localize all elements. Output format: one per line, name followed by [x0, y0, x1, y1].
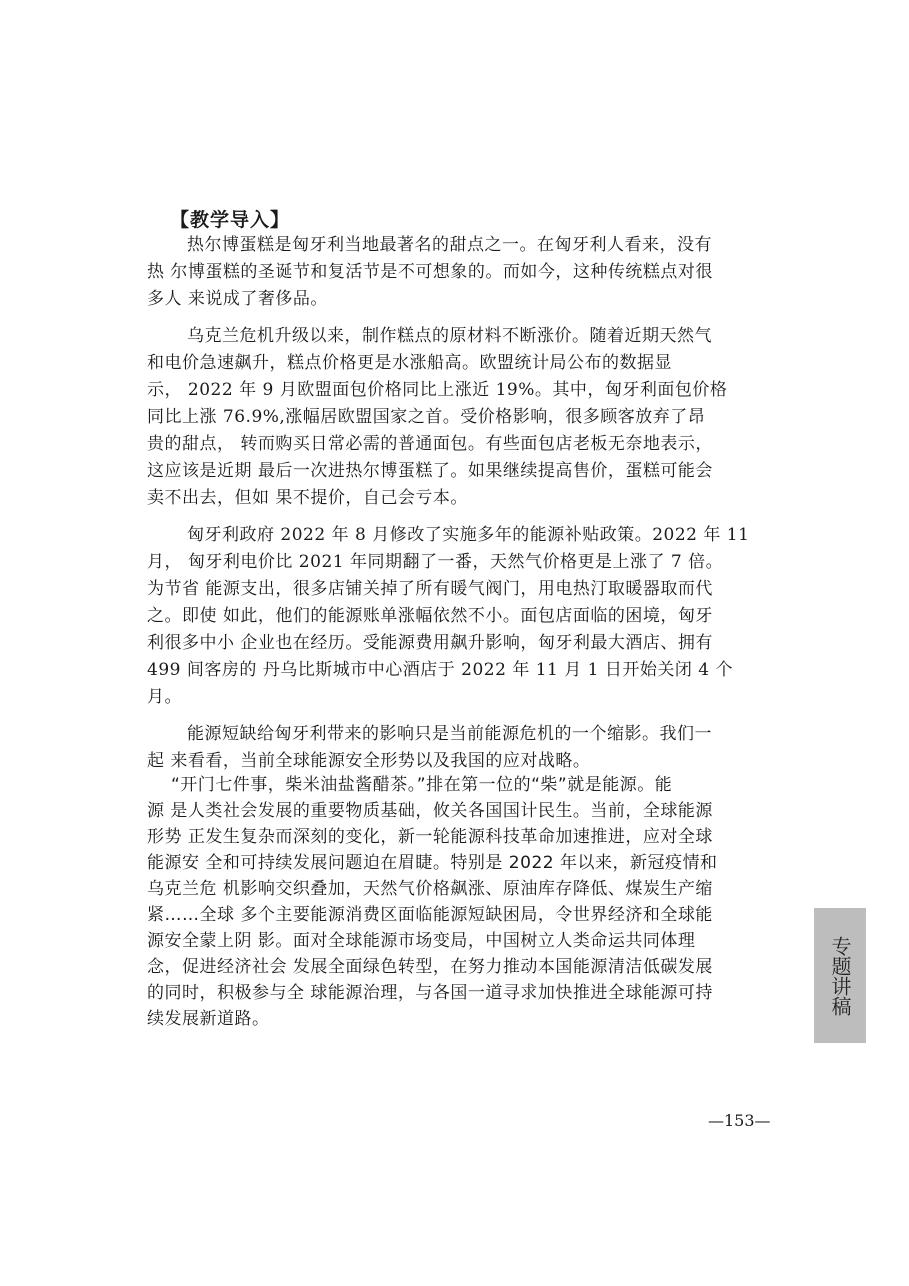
text-line: 贵的甜点， 转而购买日常必需的普通面包。有些面包店老板无奈地表示，: [147, 434, 713, 454]
text-line: 利很多中小 企业也在经历。受能源费用飙升影响，匈牙利最大酒店、拥有: [147, 633, 713, 653]
text-line: 能源安 全和可持续发展问题迫在眉睫。特别是 2022 年以来，新冠疫情和: [147, 853, 718, 873]
intro-paragraph: [147, 232, 769, 313]
text-line: 同比上涨 76.9%,涨幅居欧盟国家之首。受价格影响，很多顾客放弃了昂: [147, 407, 706, 427]
text-line: 为节省 能源支出，很多店铺关掉了所有暖气阀门，用电热汀取暖器取而代: [147, 579, 713, 599]
text-line: 之。即使 如此，他们的能源账单涨幅依然不小。面包店面临的困境，匈牙: [147, 606, 713, 626]
side-section-tab: [814, 908, 866, 1043]
intro-paragraph: [147, 323, 769, 512]
text-line: 源安全蒙上阴 影。面对全球能源市场变局，中国树立人类命运共同体理: [147, 931, 696, 951]
body-paragraph: [147, 772, 767, 1032]
text-line: 热尔博蛋糕是匈牙利当地最著名的甜点之一。在匈牙利人看来，没有: [187, 235, 712, 255]
text-line: 卖不出去，但如 果不提价，自己会亏本。: [147, 488, 468, 508]
text-line: 和电价急速飙升，糕点价格更是水涨船高。欧盟统计局公布的数据显: [147, 353, 672, 373]
text-line: 热 尔博蛋糕的圣诞节和复活节是不可想象的。而如今，这种传统糕点对很: [147, 262, 713, 282]
text-line: 紧……全球 多个主要能源消费区面临能源短缺困局，令世界经济和全球能: [147, 905, 713, 925]
text-line: 起 来看看，当前全球能源安全形势以及我国的应对战略。: [147, 751, 591, 771]
text-line: 匈牙利政府 2022 年 8 月修改了实施多年的能源补贴政策。2022 年 11: [187, 525, 750, 545]
page-number: —153—: [708, 1111, 771, 1130]
intro-paragraph: [147, 522, 769, 711]
section-heading: 【教学导入】: [170, 209, 291, 231]
text-line: 多人 来说成了奢侈品。: [147, 289, 328, 309]
intro-paragraph: [147, 721, 769, 775]
text-line: 续发展新道路。: [147, 1009, 270, 1029]
text-line: 月。: [147, 687, 182, 707]
text-line: 能源短缺给匈牙利带来的影响只是当前能源危机的一个缩影。我们一: [187, 724, 712, 744]
text-line: 形势 正发生复杂而深刻的变化，新一轮能源科技革命加速推进，应对全球: [147, 827, 713, 847]
text-line: 乌克兰危 机影响交织叠加，天然气价格飙涨、原油库存降低、煤炭生产缩: [147, 879, 713, 899]
intro-section: [147, 232, 769, 785]
text-line: “开门七件事，柴米油盐酱醋茶。”排在第一位的“柴”就是能源。能: [171, 775, 673, 795]
text-line: 499 间客房的 丹乌比斯城市中心酒店于 2022 年 11 月 1 日开始关闭 4 个: [147, 660, 734, 680]
side-tab-label: 专题讲稿: [828, 935, 852, 1016]
text-line: 这应该是近期 最后一次进热尔博蛋糕了。如果继续提高售价，蛋糕可能会: [147, 461, 713, 481]
text-line: 的同时，积极参与全 球能源治理，与各国一道寻求加快推进全球能源可持: [147, 983, 713, 1003]
text-line: 源 是人类社会发展的重要物质基础，攸关各国国计民生。当前，全球能源: [147, 801, 713, 821]
text-line: 乌克兰危机升级以来，制作糕点的原材料不断涨价。随着近期天然气: [187, 326, 712, 346]
text-line: 示， 2022 年 9 月欧盟面包价格同比上涨近 19%。其中，匈牙利面包价格: [147, 380, 728, 400]
text-line: 念，促进经济社会 发展全面绿色转型，在努力推动本国能源清洁低碳发展: [147, 957, 713, 977]
text-line: 月， 匈牙利电价比 2021 年同期翻了一番，天然气价格更是上涨了 7 倍。: [147, 552, 724, 572]
